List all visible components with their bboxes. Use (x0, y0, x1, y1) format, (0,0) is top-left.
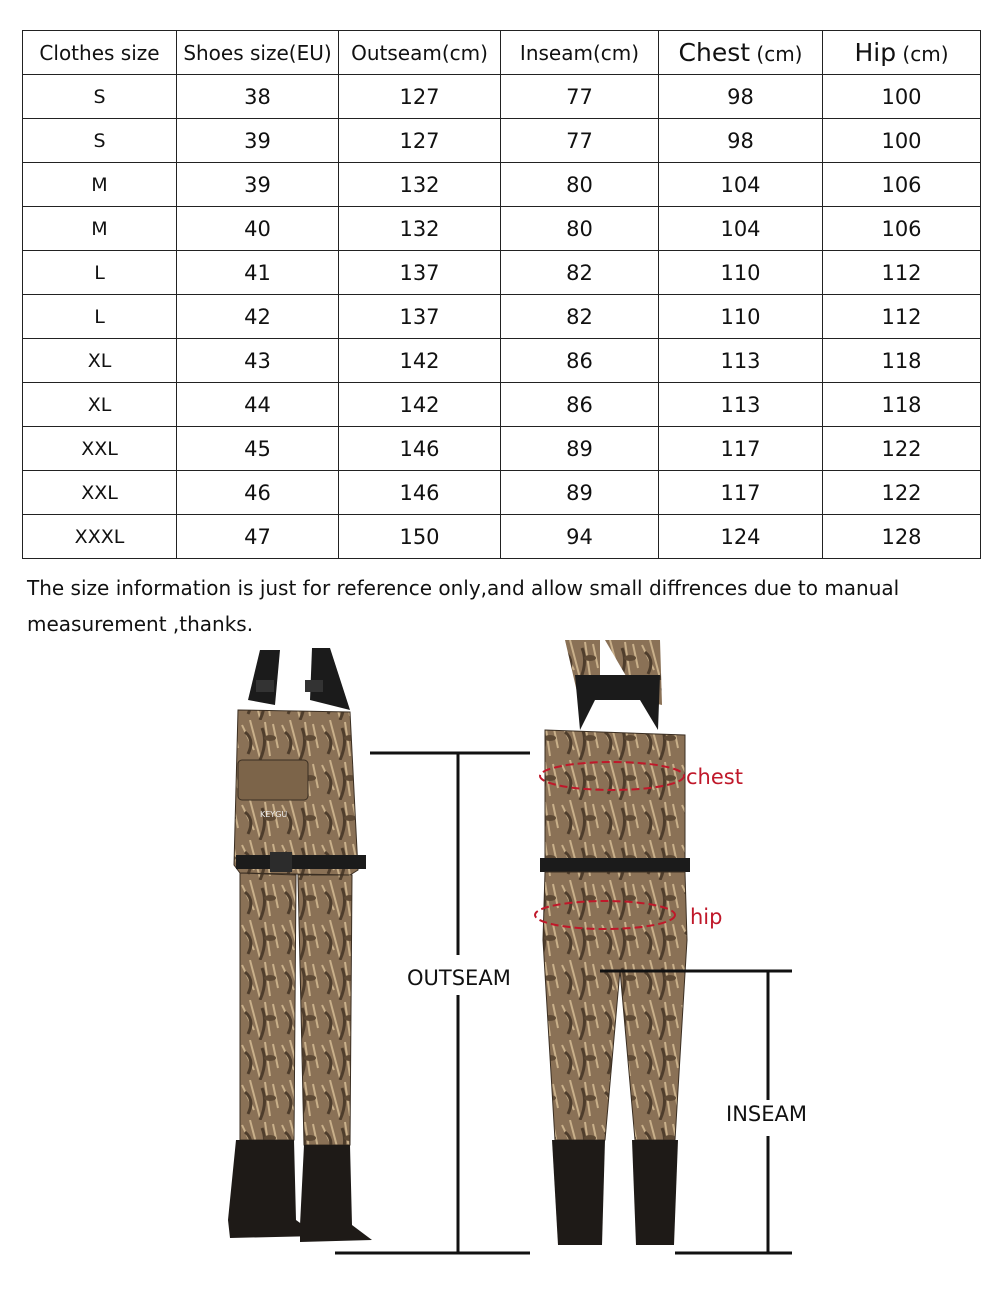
column-header-unit: (cm) (896, 42, 949, 66)
column-header (659, 31, 823, 75)
column-header-unit: (cm) (592, 40, 640, 65)
table-cell: 128 (823, 515, 981, 559)
table-cell: 45 (177, 427, 339, 471)
table-cell: 104 (659, 207, 823, 251)
table-cell: 132 (339, 207, 501, 251)
table-row (23, 163, 981, 207)
column-header (339, 31, 501, 75)
table-row (23, 427, 981, 471)
table-cell: 106 (823, 163, 981, 207)
table-row (23, 515, 981, 559)
table-cell: 98 (659, 119, 823, 163)
table-cell: 46 (177, 471, 339, 515)
table-cell: 100 (823, 75, 981, 119)
back-wader-image (540, 640, 690, 1245)
outseam-label: OUTSEAM (407, 966, 511, 990)
column-header-unit: (cm) (441, 40, 488, 65)
table-cell: 39 (177, 119, 339, 163)
table-cell: 104 (659, 163, 823, 207)
hip-label: hip (690, 905, 723, 929)
table-cell: XXL (23, 471, 177, 515)
table-cell: 142 (339, 339, 501, 383)
table-cell: XXL (23, 427, 177, 471)
table-cell: 39 (177, 163, 339, 207)
table-cell: 40 (177, 207, 339, 251)
table-row (23, 383, 981, 427)
brand-logo: KEYGU (260, 810, 288, 819)
table-cell: XL (23, 339, 177, 383)
table-row (23, 75, 981, 119)
table-cell: 80 (501, 163, 659, 207)
table-cell: 110 (659, 251, 823, 295)
table-cell: 98 (659, 75, 823, 119)
outseam-measure-lines (335, 753, 530, 1253)
table-row (23, 339, 981, 383)
table-cell: 122 (823, 471, 981, 515)
table-cell: 41 (177, 251, 339, 295)
inseam-label: INSEAM (726, 1102, 807, 1126)
table-cell: 106 (823, 207, 981, 251)
column-header-label: Clothes size (39, 40, 160, 65)
table-cell: 110 (659, 295, 823, 339)
table-row (23, 295, 981, 339)
table-cell: M (23, 207, 177, 251)
table-cell: L (23, 295, 177, 339)
table-cell: L (23, 251, 177, 295)
column-header-label: Shoes size (183, 40, 289, 65)
table-cell: 122 (823, 427, 981, 471)
table-row (23, 251, 981, 295)
table-cell: 124 (659, 515, 823, 559)
table-cell: 146 (339, 471, 501, 515)
table-cell: 142 (339, 383, 501, 427)
table-cell: 112 (823, 295, 981, 339)
column-header-unit: (cm) (750, 42, 803, 66)
table-cell: 127 (339, 75, 501, 119)
column-header-unit: (EU) (288, 40, 332, 65)
table-cell: 82 (501, 251, 659, 295)
table-cell: XXXL (23, 515, 177, 559)
table-cell: 100 (823, 119, 981, 163)
column-header (23, 31, 177, 75)
table-cell: 113 (659, 383, 823, 427)
table-row (23, 471, 981, 515)
table-cell: 89 (501, 427, 659, 471)
table-row (23, 207, 981, 251)
table-cell: 43 (177, 339, 339, 383)
table-cell: XL (23, 383, 177, 427)
table-cell: 137 (339, 295, 501, 339)
size-disclaimer-note: The size information is just for reference only,and allow small diffrences due to manual measurement ,thanks. (27, 576, 900, 636)
table-body (23, 75, 981, 559)
table-cell: 127 (339, 119, 501, 163)
wader-measurement-diagram (200, 640, 820, 1280)
column-header-label: Chest (678, 38, 751, 67)
table-cell: 118 (823, 339, 981, 383)
table-cell: 113 (659, 339, 823, 383)
table-cell: 86 (501, 383, 659, 427)
table-cell: 132 (339, 163, 501, 207)
table-cell: 89 (501, 471, 659, 515)
column-header (177, 31, 339, 75)
table-cell: 80 (501, 207, 659, 251)
table-cell: 118 (823, 383, 981, 427)
table-header-row (23, 31, 981, 75)
table-cell: 146 (339, 427, 501, 471)
size-chart-table (22, 30, 981, 559)
column-header-label: Inseam (519, 40, 593, 65)
front-wader-image (228, 648, 372, 1242)
table-cell: S (23, 119, 177, 163)
table-cell: 112 (823, 251, 981, 295)
table-cell: 86 (501, 339, 659, 383)
table-cell: 77 (501, 119, 659, 163)
column-header-label: Hip (854, 38, 897, 67)
table-cell: 42 (177, 295, 339, 339)
table-cell: 150 (339, 515, 501, 559)
table-cell: 47 (177, 515, 339, 559)
chest-label: chest (686, 765, 743, 789)
table-cell: 117 (659, 471, 823, 515)
table-cell: 44 (177, 383, 339, 427)
table-cell: 94 (501, 515, 659, 559)
table-cell: S (23, 75, 177, 119)
column-header-label: Outseam (351, 40, 442, 65)
table-cell: M (23, 163, 177, 207)
table-row (23, 119, 981, 163)
table-cell: 117 (659, 427, 823, 471)
table-cell: 77 (501, 75, 659, 119)
column-header (501, 31, 659, 75)
table-cell: 82 (501, 295, 659, 339)
table-cell: 38 (177, 75, 339, 119)
column-header (823, 31, 981, 75)
table-cell: 137 (339, 251, 501, 295)
